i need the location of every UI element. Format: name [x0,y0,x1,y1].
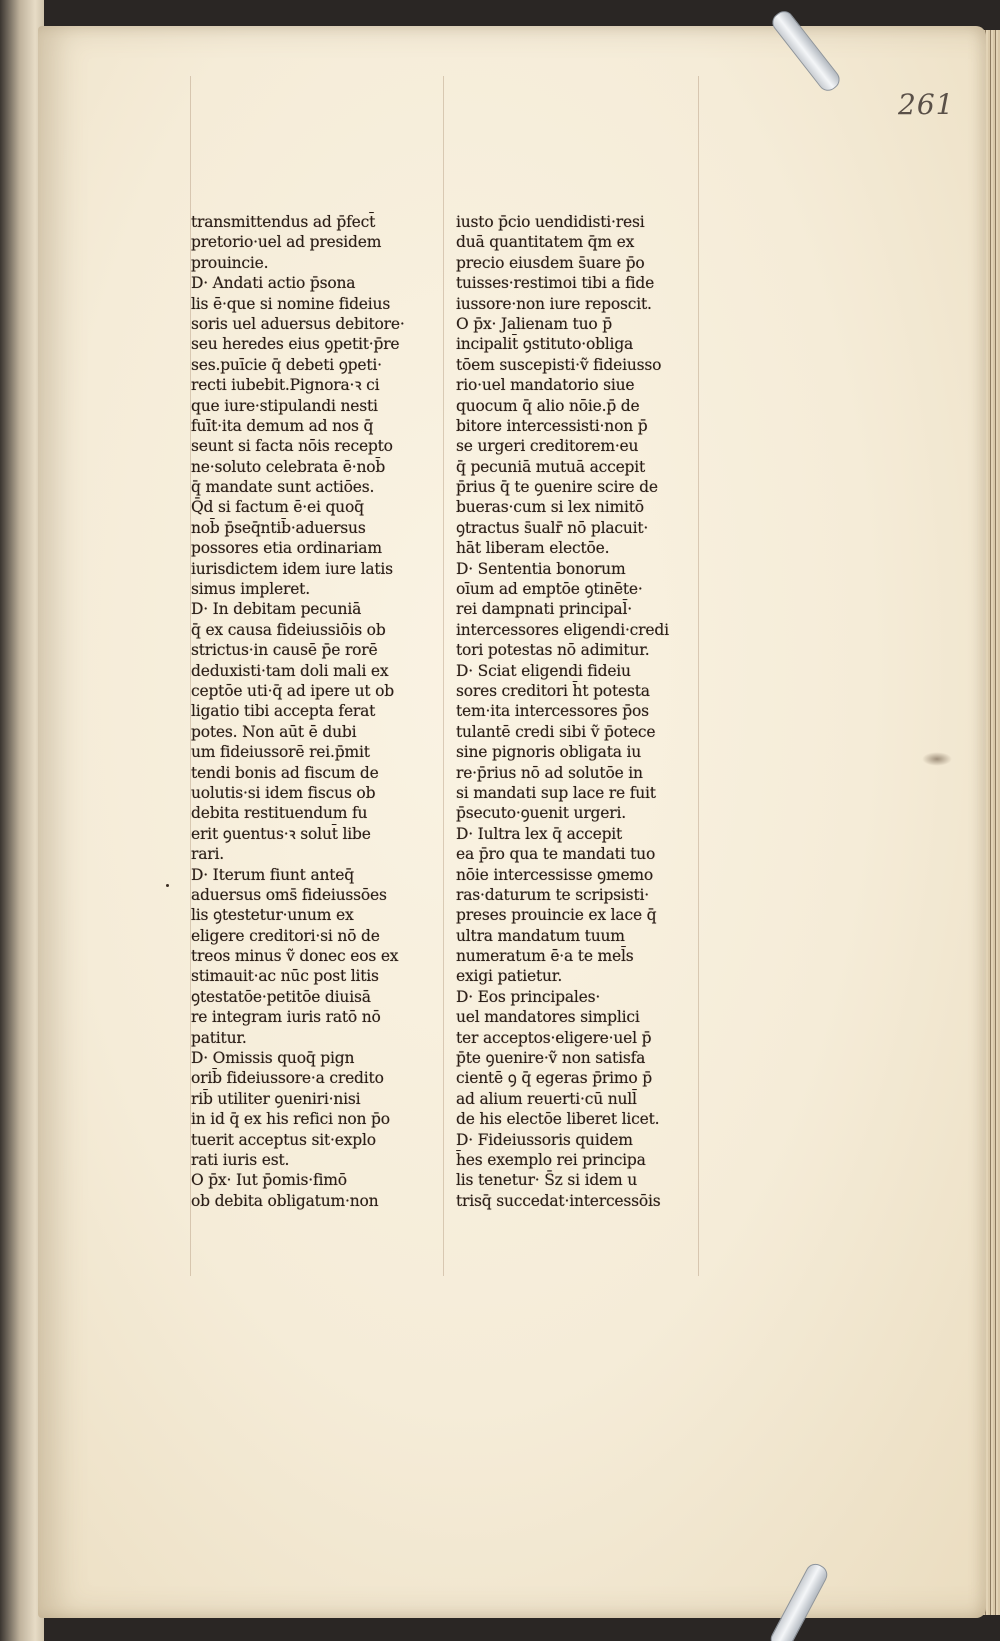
text-line: h̄es exemplo rei principa [456,1150,646,1169]
text-line: patitur. [191,1028,247,1047]
text-line: stimauit·ac nūc post litis [191,967,379,986]
text-line: D· Iultra lex q̄ accepit [456,824,623,843]
text-line: D· Andati actio p̄sona [191,274,356,293]
text-line: aduersus oms̄ fideiussōes [191,885,387,904]
text-line: um fideiussorē rei.p̄mit [191,743,370,762]
text-line: rei dampnati principal̄· [456,600,632,619]
text-line: intercessores eligendi·credi [456,620,669,639]
text-line: p̄rius q̄ te ꝯuenire scire de [456,478,658,497]
text-line: si mandati sup lace re fuit [456,783,656,802]
text-line: D· Sciat eligendi fideiu [456,661,631,680]
text-line: tendi bonis ad fiscum de [191,763,379,782]
text-line: D· Eos principales· [456,987,601,1006]
text-line: ꝯtractus s̄ualr̄ nō placuit· [456,518,649,537]
text-line: sores creditori h̄t potesta [456,681,650,700]
text-column-right [456,212,691,1211]
text-line: q̄ pecuniā mutuā accepit [456,457,646,476]
text-line: p̄te ꝯuenire·ṽ non satisfa [456,1049,646,1068]
text-line: iurisdictem idem iure latis [191,559,393,578]
text-line: ses.puīcie q̄ debeti ꝯpeti· [191,355,382,374]
text-line: de his electōe liberet licet. [456,1110,660,1129]
text-line: bitore intercessisti·non p̄ [456,416,648,435]
ruling-line [698,76,699,1276]
text-line: se urgeri creditorem·eu [456,437,639,456]
text-line: ceptōe uti·q̄ ad ipere ut ob [191,681,395,700]
text-line: eligere creditori·si nō de [191,926,380,945]
text-line: tōem suscepisti·ṽ fideiusso [456,355,662,374]
ruling-line [443,76,444,1276]
text-line: ter acceptos·eligere·uel p̄ [456,1028,652,1047]
text-line: O p̄x· Jalienam tuo p̄ [456,314,612,333]
text-line: ne·soluto celebrata ē·nob̄ [191,457,386,476]
text-line: pretorio·uel ad presidem [191,233,382,252]
text-line: trisq̄ succedat·intercessōis [456,1191,661,1210]
text-line: transmittendus ad p̄fect̄ [191,213,376,231]
text-line: que iure·stipulandi nesti [191,396,378,415]
text-line: duā quantitatem q̄m ex [456,233,635,252]
text-line: hāt liberam electōe. [456,539,610,558]
text-line: D· Fideiussoris quidem [456,1130,633,1149]
text-line: nōie intercessisse ꝯmemo [456,865,654,884]
text-column-left [191,212,426,1211]
text-line: orib̄ fideiussore·a credito [191,1069,384,1088]
text-line: ea p̄ro qua te mandati tuo [456,845,656,864]
text-line: soris uel aduersus debitore· [191,314,405,333]
text-line: cientē ꝯ q̄ egeras p̄rimo p̄ [456,1069,652,1088]
text-line: quocum q̄ alio nōie.p̄ de [456,396,640,415]
text-line: possores etia ordinariam [191,539,382,558]
text-line: numeratum ē·a te mel̄s [456,947,634,966]
text-line: erit ꝯuentus·ꝛ solut̄ libe [191,824,371,843]
text-line: ras·daturum te scripsisti· [456,885,649,904]
text-line: lis ꝯtestetur·unum ex [191,906,354,925]
text-line: re·p̄rius nō ad solutōe in [456,763,643,782]
text-line: D· Omissis quoq̄ pign [191,1049,355,1068]
text-line: iussore·non iure reposcit. [456,294,652,313]
text-line: nob̄ p̄seq̄ntib̄·aduersus [191,518,366,537]
text-line: ligatio tibi accepta ferat [191,702,376,721]
text-line: ob debita obligatum·non [191,1191,379,1210]
text-line: prouincie. [191,253,269,272]
text-line: rari. [191,845,224,864]
text-line: lis tenetur· S̄z si idem u [456,1171,638,1190]
text-line: D· In debitam pecuniā [191,600,362,619]
text-line: recti iubebit.Pignora·ꝛ ci [191,376,380,395]
text-line: rati iuris est. [191,1150,290,1169]
text-line: exigi patietur. [456,967,563,986]
text-line: iusto p̄cio uendidisti·resi [456,213,645,231]
text-line: in id q̄ ex his refici non p̄o [191,1110,390,1129]
text-line: ultra mandatum tuum [456,926,625,945]
text-line: ad alium reuerti·cū null̄ [456,1089,637,1108]
text-line: p̄secuto·ꝯuenit urgeri. [456,804,626,823]
text-line: rio·uel mandatorio siue [456,376,635,395]
text-line: oīum ad emptōe ꝯtinēte· [456,580,643,599]
text-line: tulantē credi sibi ṽ p̄otece [456,722,656,741]
text-line: tuisses·restimoi tibi a fide [456,274,655,293]
text-line: D· Iterum fiunt anteq̄ [191,865,354,884]
text-line: O p̄x· Iut p̄omis·fimō [191,1171,347,1190]
text-line: bueras·cum si lex nimitō [456,498,644,517]
folio-number: 261 [898,88,955,121]
text-line: debita restituendum fu [191,804,368,823]
margin-stain [922,752,952,766]
text-line: uolutis·si idem fiscus ob [191,783,376,802]
text-line: simus impleret. [191,580,310,599]
text-line: re integram iuris ratō nō [191,1008,381,1027]
text-line: rib̄ utiliter ꝯueniri·nisi [191,1089,361,1108]
text-line: seunt si facta nōis recepto [191,437,393,456]
text-line: tuerit acceptus sit·explo [191,1130,376,1149]
text-line: sine pignoris obligata iu [456,743,642,762]
text-line: treos minus ṽ donec eos ex [191,947,399,966]
text-line: Q̄d si factum ē·ei quoq̄ [191,498,364,517]
text-line: incipalit̄ ꝯstituto·obliga [456,335,634,354]
text-line: tori potestas nō adimitur. [456,641,650,660]
text-line: uel mandatores simplici [456,1008,640,1027]
text-line: seu heredes eius ꝯpetit·p̄re [191,335,400,354]
text-line: lis ē·que si nomine fideius [191,294,391,313]
text-line: preses prouincie ex lace q̄ [456,906,657,925]
text-line: potes. Non aūt ē dubi [191,722,357,741]
text-line: ꝯtestatōe·petitōe diuisā [191,987,371,1006]
text-line: strictus·in causē p̄e rorē [191,641,378,660]
margin-dot [166,884,169,887]
text-line: q̄ ex causa fideiussiōis ob [191,620,386,639]
text-line: deduxisti·tam doli mali ex [191,661,389,680]
text-line: precio eiusdem s̄uare p̄o [456,253,645,272]
text-line: D· Sententia bonorum [456,559,626,578]
text-line: fuīt·ita demum ad nos q̄ [191,416,374,435]
text-line: tem·ita intercessores p̄os [456,702,649,721]
text-line: q̄ mandate sunt actiōes. [191,478,375,497]
